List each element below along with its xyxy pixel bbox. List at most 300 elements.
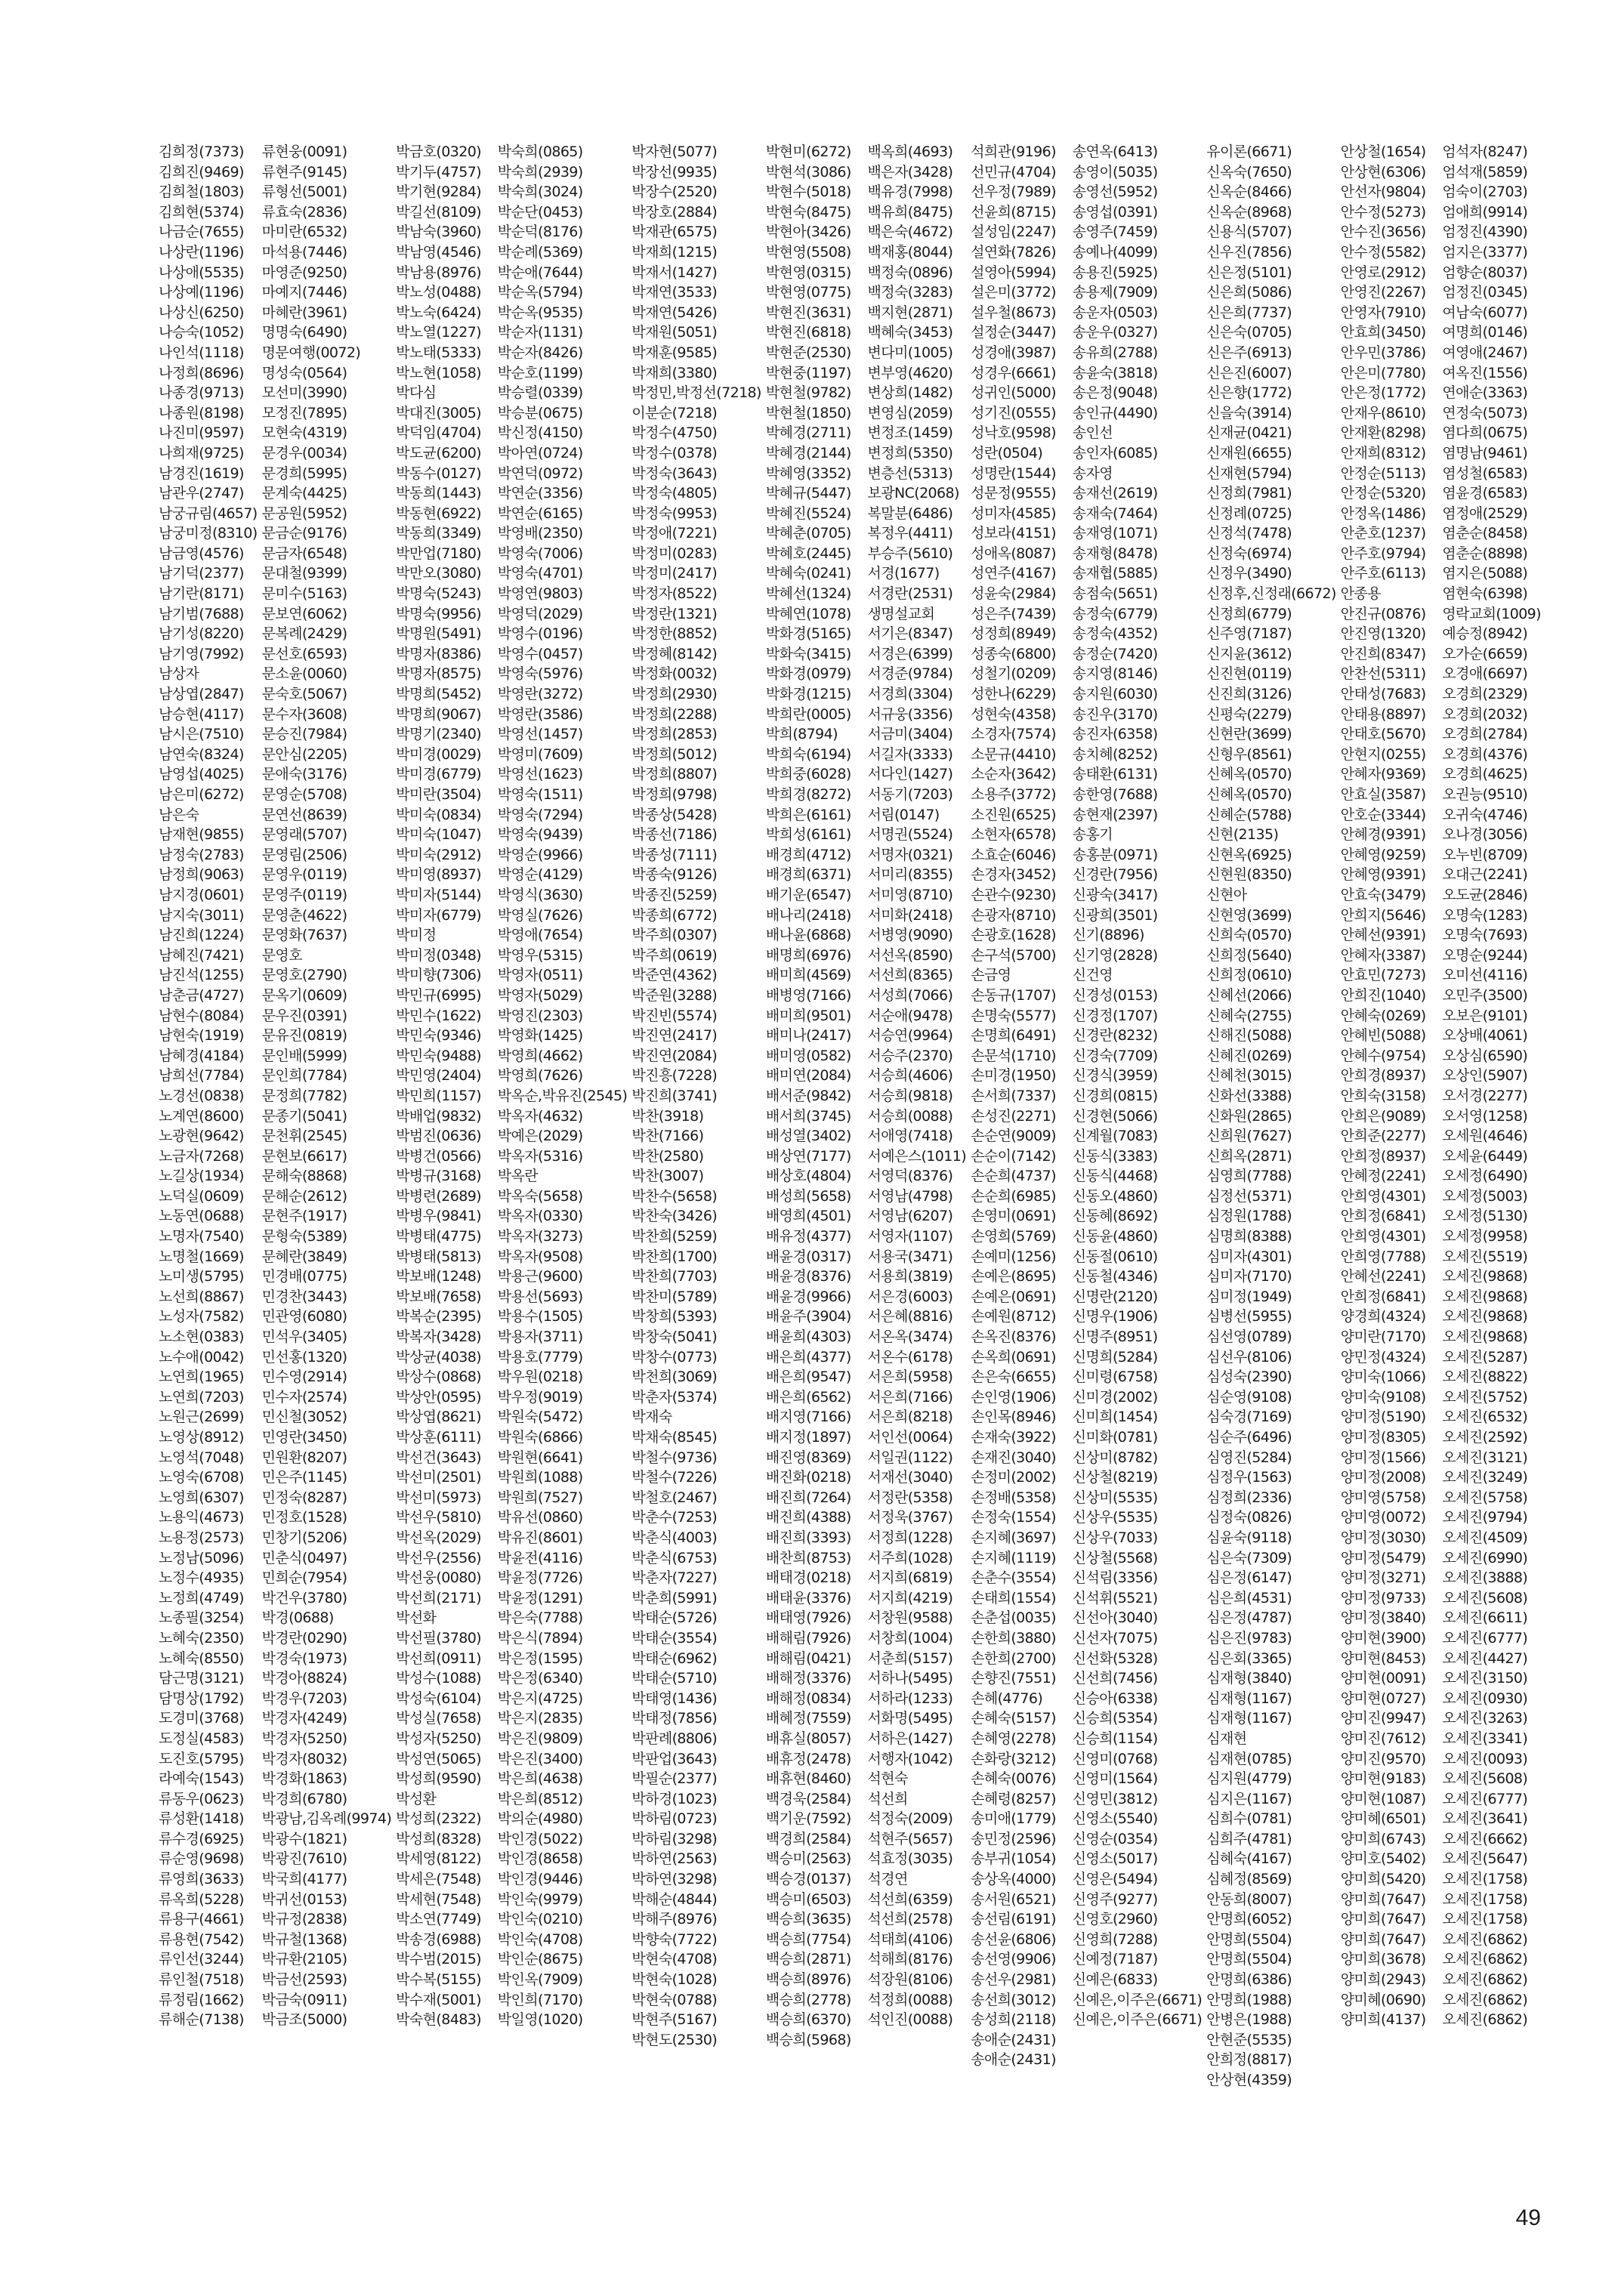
name-entry: 박진희(3741) <box>631 1087 718 1104</box>
name-entry: 박재연(3533) <box>631 284 718 301</box>
name-entry: 박기현(9284) <box>396 184 481 201</box>
name-directory <box>159 142 1541 2091</box>
name-entry: 박우원(0218) <box>497 1369 583 1386</box>
name-entry: 박영숙(5976) <box>497 665 583 683</box>
name-entry: 박주희(0307) <box>631 927 718 944</box>
name-entry: 성낙호(9598) <box>971 424 1056 442</box>
name-entry: 류효숙(2836) <box>261 203 347 221</box>
name-entry: 배해림(0421) <box>765 1650 851 1667</box>
name-entry: 엄석자(8247) <box>1442 144 1528 160</box>
name-entry: 신영소(5540) <box>1072 1810 1158 1828</box>
name-entry: 박정희(2288) <box>631 705 718 723</box>
name-entry: 문혜란(3849) <box>261 1248 347 1265</box>
name-entry: 설은미(3772) <box>971 284 1056 301</box>
name-entry: 박재희(3380) <box>631 364 718 381</box>
name-entry: 박동희(3349) <box>396 525 481 542</box>
name-entry: 백경희(2584) <box>765 1830 851 1847</box>
name-entry: 문인배(5999) <box>261 1047 347 1064</box>
name-entry: 류옥희(5228) <box>159 1890 244 1908</box>
name-entry: 심지원(4779) <box>1206 1770 1292 1788</box>
name-entry: 오민주(3500) <box>1442 986 1528 1004</box>
name-entry: 성명란(1544) <box>971 464 1056 482</box>
name-entry: 심은정(6147) <box>1206 1569 1292 1587</box>
name-entry: 박영숙(4701) <box>497 565 583 582</box>
name-entry: 박광남,김옥례(9974) <box>261 1810 392 1828</box>
name-entry: 서경준(9784) <box>867 665 953 683</box>
name-entry: 배미영(0582) <box>765 1047 851 1064</box>
name-entry: 마미란(6532) <box>261 224 347 241</box>
name-entry: 오세진(6532) <box>1442 1409 1528 1426</box>
name-entry: 박혜호(2445) <box>765 545 851 562</box>
name-entry: 남기란(8171) <box>159 585 244 603</box>
name-entry: 박영진(2303) <box>497 1007 583 1024</box>
name-entry: 박재서(1427) <box>631 264 718 281</box>
name-entry: 안명희(6386) <box>1206 1971 1292 1989</box>
name-entry: 서주희(1028) <box>867 1549 953 1566</box>
name-entry: 백은자(3428) <box>867 163 953 181</box>
name-entry: 안혜영(9391) <box>1340 866 1426 884</box>
name-entry: 노광현(9642) <box>159 1128 244 1145</box>
name-entry: 박옥자(0330) <box>497 1208 583 1225</box>
name-entry: 박성수(1088) <box>396 1670 481 1687</box>
name-entry: 문복례(2429) <box>261 625 347 643</box>
name-entry: 박복순(2395) <box>396 1308 481 1325</box>
name-entry: 심혜숙(4167) <box>1206 1850 1292 1868</box>
name-entry: 안혜영(9259) <box>1340 846 1426 863</box>
name-entry: 박정수(4750) <box>631 424 718 442</box>
name-entry: 남혜진(7421) <box>159 946 244 964</box>
name-entry: 노명철(1669) <box>159 1248 244 1265</box>
name-entry: 박현숙(4708) <box>631 1951 718 1968</box>
name-entry: 백승희(3635) <box>765 1911 851 1928</box>
name-entry: 손혜영(2278) <box>971 1730 1056 1747</box>
name-entry: 신정희(6779) <box>1206 605 1292 622</box>
name-entry: 노혜숙(2350) <box>159 1629 244 1646</box>
name-entry: 박하림(3298) <box>631 1830 718 1847</box>
name-entry: 박화숙(3415) <box>765 645 851 662</box>
name-entry: 안효민(7273) <box>1340 967 1426 984</box>
name-entry: 신정후,신정래(6672) <box>1206 585 1336 603</box>
name-entry: 나진미(9597) <box>159 424 244 442</box>
name-entry: 심정희(2336) <box>1206 1489 1292 1506</box>
name-entry: 서미영(8710) <box>867 886 953 903</box>
name-entry: 신동식(4468) <box>1072 1168 1158 1185</box>
name-entry: 박용수(1505) <box>497 1308 583 1325</box>
name-entry: 안희영(7788) <box>1340 1248 1426 1265</box>
name-entry: 심은정(4787) <box>1206 1609 1292 1627</box>
name-entry: 송태환(6131) <box>1072 766 1158 783</box>
name-entry: 서선옥(8590) <box>867 946 953 964</box>
name-entry: 송재영(1071) <box>1072 525 1158 542</box>
name-entry: 박금선(2593) <box>261 1971 347 1989</box>
name-entry: 신재현(5794) <box>1206 464 1292 482</box>
name-entry: 문승진(7984) <box>261 726 347 743</box>
name-entry: 신예은(6833) <box>1072 1971 1158 1989</box>
name-entry: 박명숙(9956) <box>396 605 481 622</box>
name-entry: 박병규(3168) <box>396 1168 481 1185</box>
name-entry: 박남숙(3960) <box>396 224 481 241</box>
name-entry: 오세진(6862) <box>1442 2011 1528 2029</box>
name-entry: 박철수(7226) <box>631 1469 718 1486</box>
name-entry: 담근명(3121) <box>159 1670 244 1687</box>
name-entry: 신화선(3388) <box>1206 1087 1292 1104</box>
name-entry: 오세진(1758) <box>1442 1890 1528 1908</box>
name-entry: 엄지은(3377) <box>1442 243 1528 261</box>
name-entry: 배휴현(8460) <box>765 1770 851 1788</box>
name-entry: 백재홍(8044) <box>867 243 953 261</box>
name-entry: 안혜정(2241) <box>1340 1168 1426 1185</box>
name-entry: 오세진(6662) <box>1442 1830 1528 1847</box>
name-entry: 신동식(3383) <box>1072 1147 1158 1165</box>
name-entry: 선우정(7989) <box>971 184 1056 201</box>
name-entry: 오세진(5752) <box>1442 1388 1528 1406</box>
name-entry: 남영섭(4025) <box>159 766 244 783</box>
name-entry: 박기두(4757) <box>396 163 481 181</box>
name-entry: 신상미(8782) <box>1072 1449 1158 1466</box>
name-entry: 안영자(7910) <box>1340 304 1426 321</box>
name-entry: 신은진(6007) <box>1206 364 1292 381</box>
name-entry: 안혜선(9391) <box>1340 927 1426 944</box>
name-entry: 서창희(1004) <box>867 1629 953 1646</box>
name-entry: 안병은(1988) <box>1206 2011 1292 2029</box>
name-entry: 안혜자(9369) <box>1340 766 1426 783</box>
name-entry: 박범진(0636) <box>396 1128 481 1145</box>
name-entry: 박남용(8976) <box>396 264 481 281</box>
name-entry: 송선림(6191) <box>971 1911 1056 1928</box>
name-entry: 신경숙(7709) <box>1072 1047 1158 1064</box>
name-entry: 신재균(0421) <box>1206 424 1292 442</box>
name-column <box>1206 142 1336 2091</box>
name-entry: 오세진(4509) <box>1442 1529 1528 1546</box>
name-entry: 안명희(5504) <box>1206 1951 1292 1968</box>
name-entry: 남지경(0601) <box>159 886 244 903</box>
name-entry: 박덕임(4704) <box>396 424 481 442</box>
name-entry: 남은미(6272) <box>159 786 244 803</box>
name-entry: 신동철(4346) <box>1072 1268 1158 1285</box>
name-entry: 배진희(3393) <box>765 1529 851 1546</box>
name-entry: 문금자(6548) <box>261 545 347 562</box>
name-entry: 배영희(4501) <box>765 1208 851 1225</box>
name-entry: 오나경(3056) <box>1442 826 1528 844</box>
name-entry: 신정석(7478) <box>1206 525 1292 542</box>
name-entry: 송진자(6358) <box>1072 726 1158 743</box>
name-entry: 손예미(1256) <box>971 1248 1056 1265</box>
name-entry: 박남영(4546) <box>396 243 481 261</box>
name-entry: 마영준(9250) <box>261 264 347 281</box>
name-entry: 박노현(1058) <box>396 364 481 381</box>
name-entry: 배경희(4712) <box>765 846 851 863</box>
name-entry: 박영자(0511) <box>497 967 583 984</box>
name-column <box>631 142 761 2091</box>
name-entry: 박복자(3428) <box>396 1329 481 1346</box>
name-entry: 문선호(6593) <box>261 645 347 662</box>
name-entry: 배태경(0218) <box>765 1569 851 1587</box>
name-entry: 송성희(2118) <box>971 2011 1056 2029</box>
name-entry: 박장호(2884) <box>631 203 718 221</box>
name-entry: 양미진(7612) <box>1340 1730 1426 1747</box>
name-entry: 박하림(0723) <box>631 1810 718 1828</box>
name-entry: 신옥숙(7650) <box>1206 163 1292 181</box>
name-entry: 박성숙(6104) <box>396 1690 481 1707</box>
name-entry: 심정우(1563) <box>1206 1469 1292 1486</box>
name-entry: 배진영(8369) <box>765 1449 851 1466</box>
name-entry: 박선희(2171) <box>396 1589 481 1606</box>
name-entry: 노용익(4673) <box>159 1509 244 1526</box>
name-entry: 배나윤(6868) <box>765 927 851 944</box>
name-entry: 라예숙(1543) <box>159 1770 244 1788</box>
name-entry: 심순영(9108) <box>1206 1388 1292 1406</box>
name-entry: 박찬희(5259) <box>631 1228 718 1245</box>
name-entry: 오세진(0093) <box>1442 1750 1528 1767</box>
name-entry: 박광진(7610) <box>261 1850 347 1868</box>
name-entry: 박진연(2417) <box>631 1027 718 1045</box>
name-entry: 박병건(0566) <box>396 1147 481 1165</box>
name-entry: 박영숙(7294) <box>497 806 583 823</box>
name-entry: 안혜빈(5088) <box>1340 1027 1426 1045</box>
name-entry: 심재형(1167) <box>1206 1710 1292 1727</box>
name-entry: 오세진(5647) <box>1442 1850 1528 1868</box>
name-entry: 여옥진(1556) <box>1442 364 1528 381</box>
name-entry: 안희은(9089) <box>1340 1107 1426 1125</box>
name-entry: 백승희(5968) <box>765 2031 851 2048</box>
name-entry: 안명희(5504) <box>1206 1930 1292 1948</box>
name-entry: 문종기(5041) <box>261 1107 347 1125</box>
name-entry: 박해순(4844) <box>631 1890 718 1908</box>
name-entry: 박현도(2530) <box>631 2031 718 2048</box>
name-entry: 설성임(2247) <box>971 224 1056 241</box>
name-entry: 심은숙(7309) <box>1206 1549 1292 1566</box>
name-entry: 성종숙(6800) <box>971 645 1056 662</box>
name-entry: 박종성(7111) <box>631 846 718 863</box>
name-entry: 서미화(2418) <box>867 906 953 924</box>
name-entry: 박태순(3554) <box>631 1629 718 1646</box>
name-entry: 노영석(7048) <box>159 1449 244 1466</box>
name-entry: 신을숙(3914) <box>1206 404 1292 421</box>
name-entry: 신승아(6338) <box>1072 1690 1158 1707</box>
name-entry: 설연화(7826) <box>971 243 1056 261</box>
name-entry: 박미자(6779) <box>396 906 481 924</box>
name-entry: 신경란(7956) <box>1072 866 1158 884</box>
name-entry: 안수정(5273) <box>1340 203 1426 221</box>
name-entry: 박해주(8976) <box>631 1911 718 1928</box>
name-entry: 양미희(6743) <box>1340 1830 1426 1847</box>
name-entry: 서은희(8218) <box>867 1409 953 1426</box>
name-entry: 오세진(8822) <box>1442 1369 1528 1386</box>
name-entry: 나금순(7655) <box>159 224 244 241</box>
name-entry: 박미경(6779) <box>396 766 481 783</box>
name-entry: 양미희(7647) <box>1340 1890 1426 1908</box>
name-entry: 박정란(1321) <box>631 605 718 622</box>
name-entry: 나희재(9725) <box>159 444 244 461</box>
name-entry: 신건영 <box>1072 967 1113 984</box>
name-entry: 오세진(1758) <box>1442 1871 1528 1888</box>
name-entry: 서애영(7418) <box>867 1128 953 1145</box>
name-entry: 박현철(1850) <box>765 404 851 421</box>
name-entry: 박종숙(9126) <box>631 866 718 884</box>
name-entry: 백정숙(0896) <box>867 264 953 281</box>
name-entry: 양미희(5420) <box>1340 1871 1426 1888</box>
name-entry: 문영순(5708) <box>261 786 347 803</box>
name-entry: 박찬숙(3426) <box>631 1208 718 1225</box>
name-entry: 복정우(4411) <box>867 525 953 542</box>
name-entry: 변부영(4620) <box>867 364 953 381</box>
name-entry: 노미생(5795) <box>159 1268 244 1285</box>
name-entry: 오세윤(6449) <box>1442 1147 1528 1165</box>
name-entry: 민춘식(0497) <box>261 1549 347 1566</box>
name-entry: 송정숙(6779) <box>1072 605 1158 622</box>
name-entry: 양미현(9183) <box>1340 1770 1426 1788</box>
name-entry: 손한희(2700) <box>971 1650 1056 1667</box>
name-entry: 박세영(8122) <box>396 1850 481 1868</box>
name-entry: 백은숙(4672) <box>867 224 953 241</box>
name-entry: 송치혜(8252) <box>1072 745 1158 763</box>
name-entry: 신해진(5088) <box>1206 1027 1292 1045</box>
name-entry: 송부귀(1054) <box>971 1850 1056 1868</box>
name-entry: 박순자(8426) <box>497 344 583 361</box>
name-entry: 노용정(2573) <box>159 1529 244 1546</box>
name-entry: 오서영(1258) <box>1442 1107 1528 1125</box>
name-entry: 문소윤(0060) <box>261 665 347 683</box>
name-entry: 송지영(8146) <box>1072 665 1158 683</box>
name-entry: 서경(1677) <box>867 565 940 582</box>
name-entry: 심희수(0781) <box>1206 1810 1292 1828</box>
name-entry: 박경숙(1973) <box>261 1650 347 1667</box>
name-entry: 박종선(7186) <box>631 826 718 844</box>
name-entry: 송영선(5952) <box>1072 184 1158 201</box>
name-entry: 류성환(1418) <box>159 1810 244 1828</box>
name-entry: 도진호(5795) <box>159 1750 244 1767</box>
name-entry: 성문정(9555) <box>971 485 1056 502</box>
name-entry: 박혜춘(0705) <box>765 525 851 542</box>
name-entry: 오경희(4376) <box>1442 745 1528 763</box>
name-entry: 배혜정(7559) <box>765 1710 851 1727</box>
name-entry: 오세진(5608) <box>1442 1770 1528 1788</box>
name-entry: 박명자(8575) <box>396 665 481 683</box>
name-entry: 신경식(3959) <box>1072 1067 1158 1085</box>
name-entry: 손혜(4776) <box>971 1690 1043 1707</box>
name-entry: 박정화(0032) <box>631 665 718 683</box>
name-entry: 민원환(8207) <box>261 1449 347 1466</box>
name-entry: 박규정(2838) <box>261 1911 347 1928</box>
name-entry: 손춘섭(0035) <box>971 1609 1056 1627</box>
name-entry: 백옥희(4693) <box>867 144 953 160</box>
name-entry: 류인선(3244) <box>159 1951 244 1968</box>
name-entry: 신현옥(6925) <box>1206 846 1292 863</box>
name-entry: 서은희(7166) <box>867 1388 953 1406</box>
name-entry: 남시은(7510) <box>159 726 244 743</box>
name-entry: 성현숙(4358) <box>971 705 1056 723</box>
name-entry: 변정조(1459) <box>867 424 953 442</box>
name-entry: 석현주(5657) <box>867 1830 953 1847</box>
name-entry: 문영춘(4622) <box>261 906 347 924</box>
name-entry: 손금영 <box>971 967 1011 984</box>
name-entry: 서용희(3819) <box>867 1268 953 1285</box>
name-entry: 박명희(9067) <box>396 705 481 723</box>
name-entry: 백유경(7998) <box>867 184 953 201</box>
name-entry: 신명란(2120) <box>1072 1288 1158 1305</box>
name-entry: 염춘순(8458) <box>1442 525 1528 542</box>
name-entry: 박찬희(7703) <box>631 1268 718 1285</box>
name-entry: 박유진(8601) <box>497 1529 583 1546</box>
name-entry: 소경자(7574) <box>971 726 1056 743</box>
name-entry: 박현주(5167) <box>631 2011 718 2029</box>
name-entry: 민수자(2574) <box>261 1388 347 1406</box>
name-entry: 박장선(9935) <box>631 163 718 181</box>
name-entry: 손은숙(6655) <box>971 1369 1056 1386</box>
name-entry: 송점숙(5651) <box>1072 585 1158 603</box>
name-entry: 손광호(1628) <box>971 927 1056 944</box>
name-entry: 안상현(4359) <box>1206 2072 1292 2088</box>
name-entry: 박영애(7654) <box>497 927 583 944</box>
name-entry: 박연순(3356) <box>497 485 583 502</box>
name-entry: 성경우(6661) <box>971 364 1056 381</box>
name-entry: 박정자(8522) <box>631 585 718 603</box>
name-column <box>1341 142 1438 2091</box>
name-entry: 박희란(0005) <box>765 705 851 723</box>
name-entry: 보광NC(2068) <box>867 485 959 502</box>
name-entry: 서화명(5495) <box>867 1710 953 1727</box>
name-entry: 문보연(6062) <box>261 605 347 622</box>
name-entry: 박영숙(7006) <box>497 545 583 562</box>
name-entry: 박태순(5710) <box>631 1670 718 1687</box>
name-entry: 박옥자(4632) <box>497 1107 583 1125</box>
name-entry: 오보은(9101) <box>1442 1007 1528 1024</box>
name-column <box>498 142 628 2091</box>
name-entry: 오세진(6862) <box>1442 1991 1528 2008</box>
name-entry: 심미정(1949) <box>1206 1288 1292 1305</box>
name-entry: 서영자(1107) <box>867 1228 953 1245</box>
name-entry: 석선희(2578) <box>867 1911 953 1928</box>
name-entry: 박노열(1227) <box>396 324 481 341</box>
name-column <box>867 142 966 2091</box>
name-entry: 송진우(3170) <box>1072 705 1158 723</box>
name-entry: 민수영(2914) <box>261 1369 347 1386</box>
name-entry: 박상안(0595) <box>396 1388 481 1406</box>
name-entry: 나정희(8696) <box>159 364 244 381</box>
name-entry: 손지혜(1119) <box>971 1549 1056 1566</box>
name-entry: 안효희(3450) <box>1340 324 1426 341</box>
name-entry: 서승연(9964) <box>867 1027 953 1045</box>
name-entry: 문애숙(3176) <box>261 766 347 783</box>
name-entry: 박영숙(9439) <box>497 826 583 844</box>
name-entry: 문영우(0119) <box>261 866 347 884</box>
name-entry: 김희철(1803) <box>159 184 244 201</box>
name-entry: 박원숙(6866) <box>497 1429 583 1446</box>
name-entry: 박재연(5426) <box>631 304 718 321</box>
name-entry: 남진석(1255) <box>159 967 244 984</box>
name-entry: 성연주(4167) <box>971 565 1056 582</box>
name-entry: 안희정(6841) <box>1340 1288 1426 1305</box>
name-entry: 민석우(3405) <box>261 1329 347 1346</box>
name-entry: 양미숙(1066) <box>1340 1369 1426 1386</box>
name-entry: 박정희(2930) <box>631 686 718 703</box>
name-entry: 문천휘(2545) <box>261 1128 347 1145</box>
name-entry: 박민희(1157) <box>396 1087 481 1104</box>
name-entry: 박만오(3080) <box>396 565 481 582</box>
name-entry: 신희정(5640) <box>1206 946 1292 964</box>
name-entry: 노영숙(6708) <box>159 1469 244 1486</box>
name-entry: 남현수(8084) <box>159 1007 244 1024</box>
name-entry: 신은희(7737) <box>1206 304 1292 321</box>
name-entry: 신예정(7187) <box>1072 1951 1158 1968</box>
name-entry: 오경애(6697) <box>1442 665 1528 683</box>
name-entry: 신동절(0610) <box>1072 1248 1158 1265</box>
name-entry: 엄석재(5859) <box>1442 163 1528 181</box>
name-entry: 오세원(4646) <box>1442 1128 1528 1145</box>
name-entry: 박영숙(1511) <box>497 786 583 803</box>
name-entry: 배윤경(0317) <box>765 1248 851 1265</box>
name-entry: 심희주(4781) <box>1206 1830 1292 1847</box>
